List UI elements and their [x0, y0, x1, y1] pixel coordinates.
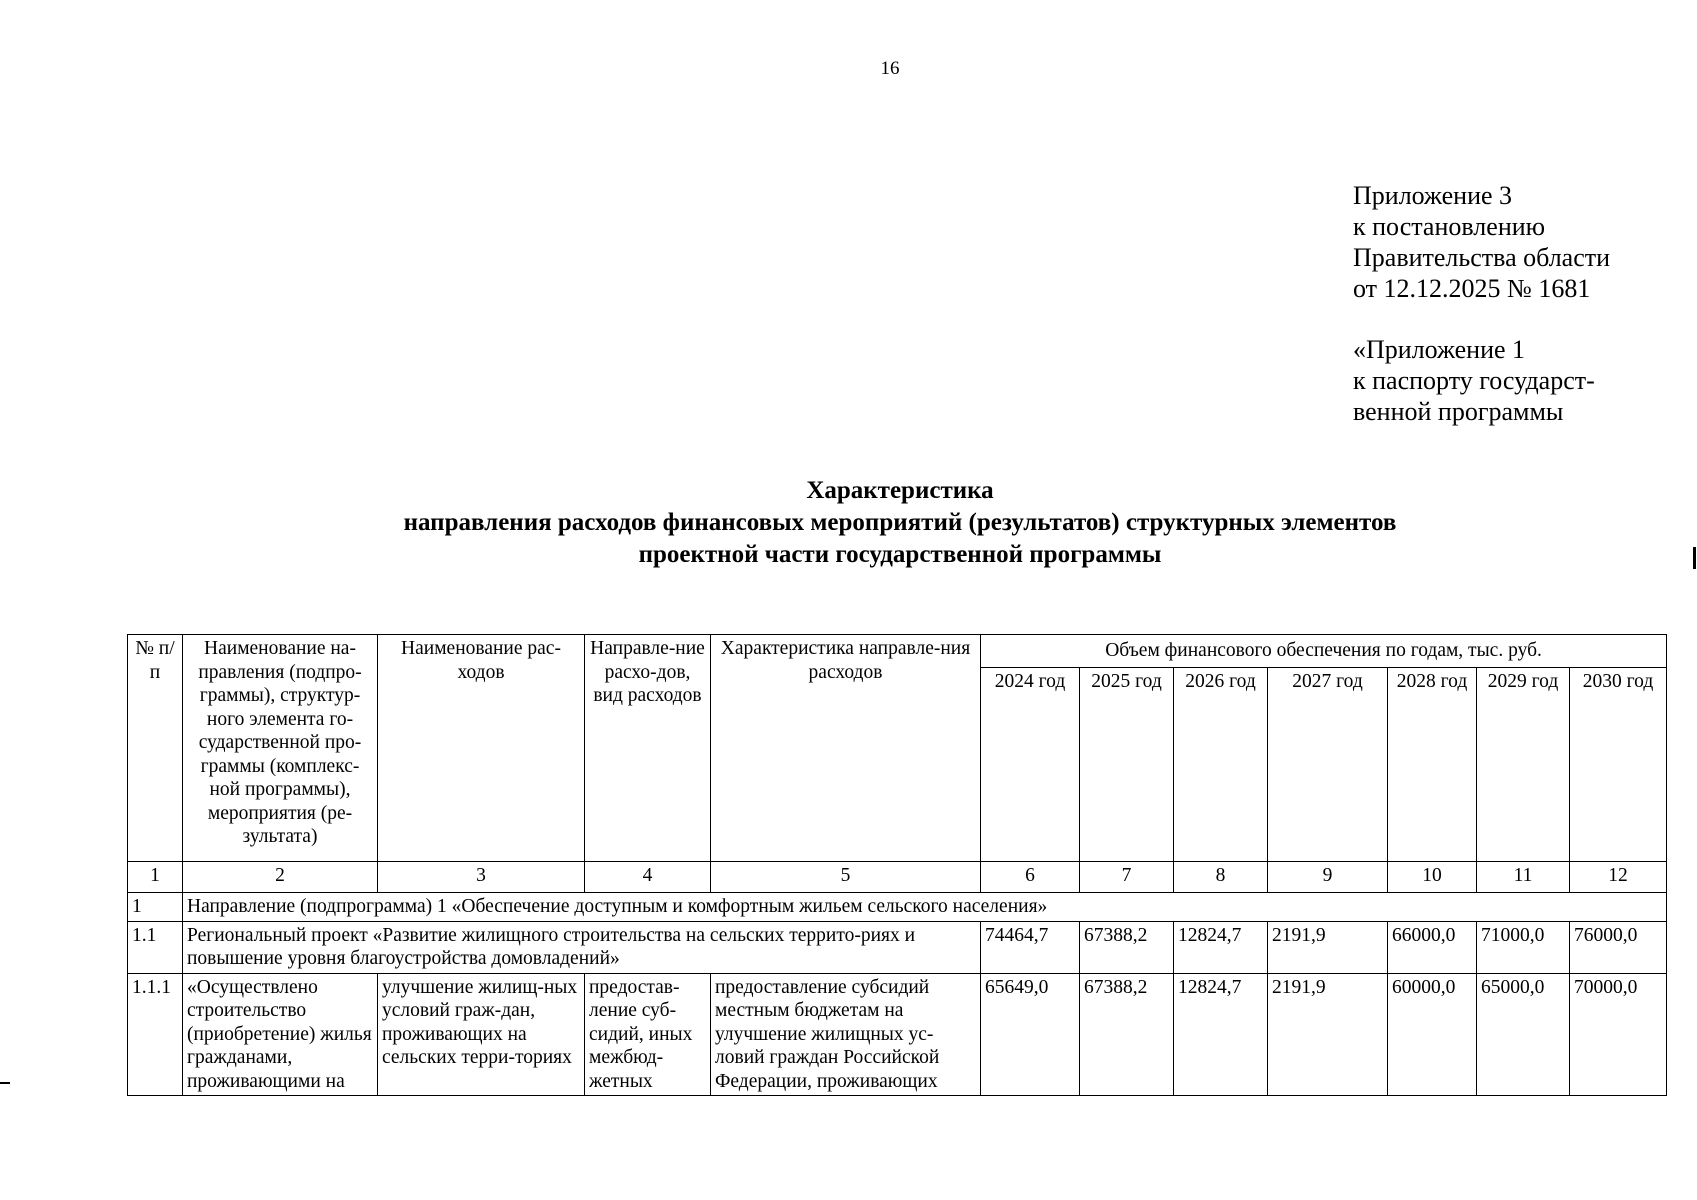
column-number: 7: [1080, 862, 1174, 893]
result-expense: улучшение жилищ-ных условий граж-дан, проживающих на сельских терри-ториях: [378, 973, 585, 1096]
column-number: 11: [1477, 862, 1570, 893]
value-cell: 65649,0: [981, 973, 1080, 1096]
value-cell: 12824,7: [1174, 973, 1268, 1096]
header-cell-year: 2025 год: [1080, 668, 1174, 862]
column-number: 5: [711, 862, 981, 893]
column-number: 8: [1174, 862, 1268, 893]
row-number: 1.1.1: [128, 973, 183, 1096]
value-cell: 70000,0: [1570, 973, 1667, 1096]
scan-edge-mark: [0, 1082, 10, 1084]
value-cell: 71000,0: [1477, 921, 1570, 973]
header-cell-year: 2029 год: [1477, 668, 1570, 862]
appendix-line: венной программы: [1353, 397, 1564, 426]
value-cell: 66000,0: [1388, 921, 1477, 973]
header-cell-year: 2027 год: [1268, 668, 1388, 862]
column-number: 3: [378, 862, 585, 893]
column-number: 2: [183, 862, 378, 893]
header-cell-year: 2024 год: [981, 668, 1080, 862]
appendix-line: «Приложение 1: [1353, 335, 1526, 364]
column-number: 6: [981, 862, 1080, 893]
result-characteristic: предоставление субсидий местным бюджетам на улучшение жилищных ус-ловий граждан Российской Федерации, проживающих: [711, 973, 981, 1096]
value-cell: 74464,7: [981, 921, 1080, 973]
column-number: 4: [585, 862, 711, 893]
value-cell: 76000,0: [1570, 921, 1667, 973]
header-cell-funding-group: Объем финансового обеспечения по годам, тыс. руб.: [981, 635, 1667, 668]
value-cell: 60000,0: [1388, 973, 1477, 1096]
column-number: 1: [128, 862, 183, 893]
title-line: проектной части государственной программы: [638, 541, 1162, 568]
value-cell: 67388,2: [1080, 973, 1174, 1096]
header-cell-name: Наименование на-правления (подпро-граммы), структур-ного элемента го-сударственной про-граммы (комплекс-ной программы), мероприятия (ре-зультата): [183, 635, 378, 862]
header-cell-year: 2026 год: [1174, 668, 1268, 862]
header-cell-number: № п/п: [128, 635, 183, 862]
value-cell: 12824,7: [1174, 921, 1268, 973]
table-row-direction: [128, 893, 1667, 922]
title-line: направления расходов финансовых мероприятий (результатов) структурных элементов: [403, 509, 1397, 536]
page-number: 16: [880, 58, 900, 79]
scan-edge-mark: [1693, 547, 1696, 569]
header-cell-characteristic: Характеристика направле-ния расходов: [711, 635, 981, 862]
appendix-line: Приложение 3: [1353, 181, 1513, 210]
appendix-block: [1353, 180, 1610, 427]
row-number: 1.1: [128, 921, 183, 973]
header-cell-direction: Направле-ние расхо-дов, вид расходов: [585, 635, 711, 862]
appendix-line: Правительства области: [1353, 243, 1611, 272]
table-row-result: [128, 973, 1667, 1096]
header-cell-year: 2030 год: [1570, 668, 1667, 862]
appendix-line: к паспорту государст-: [1353, 366, 1595, 395]
value-cell: 2191,9: [1268, 921, 1388, 973]
appendix-line: к постановлению: [1353, 212, 1546, 241]
result-name: «Осуществлено строительство (приобретение) жилья гражданами, проживающими на: [183, 973, 378, 1096]
table-row-project: [128, 921, 1667, 973]
header-cell-year: 2028 год: [1388, 668, 1477, 862]
appendix-date-line: от 12.12.2025 № 1681: [1353, 274, 1591, 303]
row-direction-title: Направление (подпрограмма) 1 «Обеспечение доступным и комфортным жильем сельского населения»: [183, 893, 1667, 922]
column-number: 12: [1570, 862, 1667, 893]
header-row-top: [128, 635, 1667, 668]
column-number: 10: [1388, 862, 1477, 893]
result-direction: предостав-ление суб-сидий, иных межбюд-жетных: [585, 973, 711, 1096]
value-cell: 67388,2: [1080, 921, 1174, 973]
row-project-title: Региональный проект «Развитие жилищного строительства на сельских террито-риях и повышение уровня благоустройства домовладений»: [183, 921, 981, 973]
title-line: Характеристика: [806, 477, 994, 504]
value-cell: 2191,9: [1268, 973, 1388, 1096]
expense-table: [127, 634, 1667, 1096]
row-number: 1: [128, 893, 183, 922]
header-cell-expense: Наименование рас-ходов: [378, 635, 585, 862]
value-cell: 65000,0: [1477, 973, 1570, 1096]
column-number-row: [128, 862, 1667, 893]
document-title: [250, 475, 1550, 571]
column-number: 9: [1268, 862, 1388, 893]
